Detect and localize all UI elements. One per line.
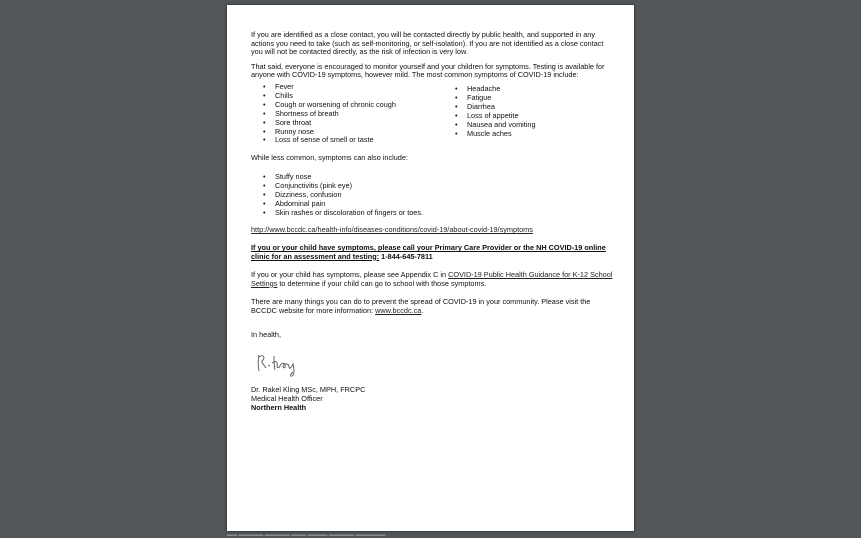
closing: In health, [251, 329, 282, 339]
less-common-intro: While less common, symptoms can also include: [251, 153, 408, 163]
appendix-paragraph [251, 271, 615, 288]
call-paragraph [251, 244, 615, 261]
common-symptoms-right [443, 85, 536, 145]
appendix-text-post: to determine if your child can go to school with those symptoms. [277, 278, 487, 288]
list-item: • Skin rashes or discoloration of fingers or toes. [251, 209, 615, 218]
list-item: • Fever [251, 83, 443, 92]
list-item: • Abdominal pain [251, 200, 615, 209]
monitor-paragraph: That said, everyone is encouraged to monitor yourself and your children for symptoms. Testing is available for anyone with COVID-19 symptoms, however mild. The most common symptoms of COVID-19 include: [251, 61, 605, 80]
close-contact-paragraph: If you are identified as a close contact, you will be contacted directly by public health, and supported in any actions you need to take (such as self-monitoring, or self-isolation). If you are not identified as a close contact you will not be contacted directly, as the risk of infection is very low. [251, 30, 604, 57]
call-instruction: If you or your child have symptoms, please call your Primary Care Provider or the NH COVID-19 online clinic for an assessment and testing: [251, 243, 606, 261]
common-symptoms [251, 82, 615, 145]
next-page-text-fragment: ▬▬ ▬▬▬▬▬ ▬▬▬▬▬ ▬▬▬ ▬▬▬▬ ▬▬▬▬▬ ▬▬▬▬▬▬ [227, 532, 386, 538]
list-item: • Cough or worsening of chronic cough [251, 101, 443, 110]
signer-organization: Northern Health [251, 403, 307, 413]
list-item: • Nausea and vomiting [443, 121, 536, 130]
list-item: • Diarrhea [443, 103, 536, 112]
list-item: • Shortness of breath [251, 110, 443, 119]
document-page [227, 5, 634, 531]
guidance-link[interactable]: COVID-19 Public Health Guidance for K-12 School Settings [251, 270, 613, 288]
list-item: • Dizziness, confusion [251, 191, 615, 200]
phone-number: 1-844-645-7811 [379, 251, 433, 261]
prevent-text-pre: There are many things you can do to prevent the spread of COVID-19 in your community. Please visit the BCCDC website for more information: [251, 297, 591, 315]
list-item: • Loss of sense of smell or taste [251, 136, 443, 145]
letter-content [251, 31, 615, 412]
list-item: • Loss of appetite [443, 112, 536, 121]
list-item: • Chills [251, 92, 443, 101]
list-item: • Runny nose [251, 128, 443, 137]
signer-name: Dr. Rakel Kling MSc, MPH, FRCPC [251, 385, 366, 395]
appendix-text-pre: If you or your child has symptoms, please see Appendix C in [251, 270, 449, 280]
list-item: • Conjunctivitis (pink eye) [251, 182, 615, 191]
bccdc-symptoms-link[interactable]: http://www.bccdc.ca/health-info/diseases-conditions/covid-19/about-covid-19/symptoms [251, 225, 533, 235]
list-item: • Sore throat [251, 119, 443, 128]
list-item: • Muscle aches [443, 130, 536, 139]
symptoms-link-paragraph [251, 226, 615, 235]
common-symptoms-left [251, 83, 443, 145]
prevent-paragraph [251, 298, 615, 315]
list-item: • Fatigue [443, 94, 536, 103]
list-item: • Stuffy nose [251, 173, 615, 182]
signer-title: Medical Health Officer [251, 394, 323, 404]
list-item: • Headache [443, 85, 536, 94]
less-common-symptoms [251, 173, 615, 218]
prevent-text-post: . [421, 306, 424, 315]
bccdc-link[interactable]: www.bccdc.ca [375, 306, 422, 315]
handwritten-signature [253, 347, 615, 379]
